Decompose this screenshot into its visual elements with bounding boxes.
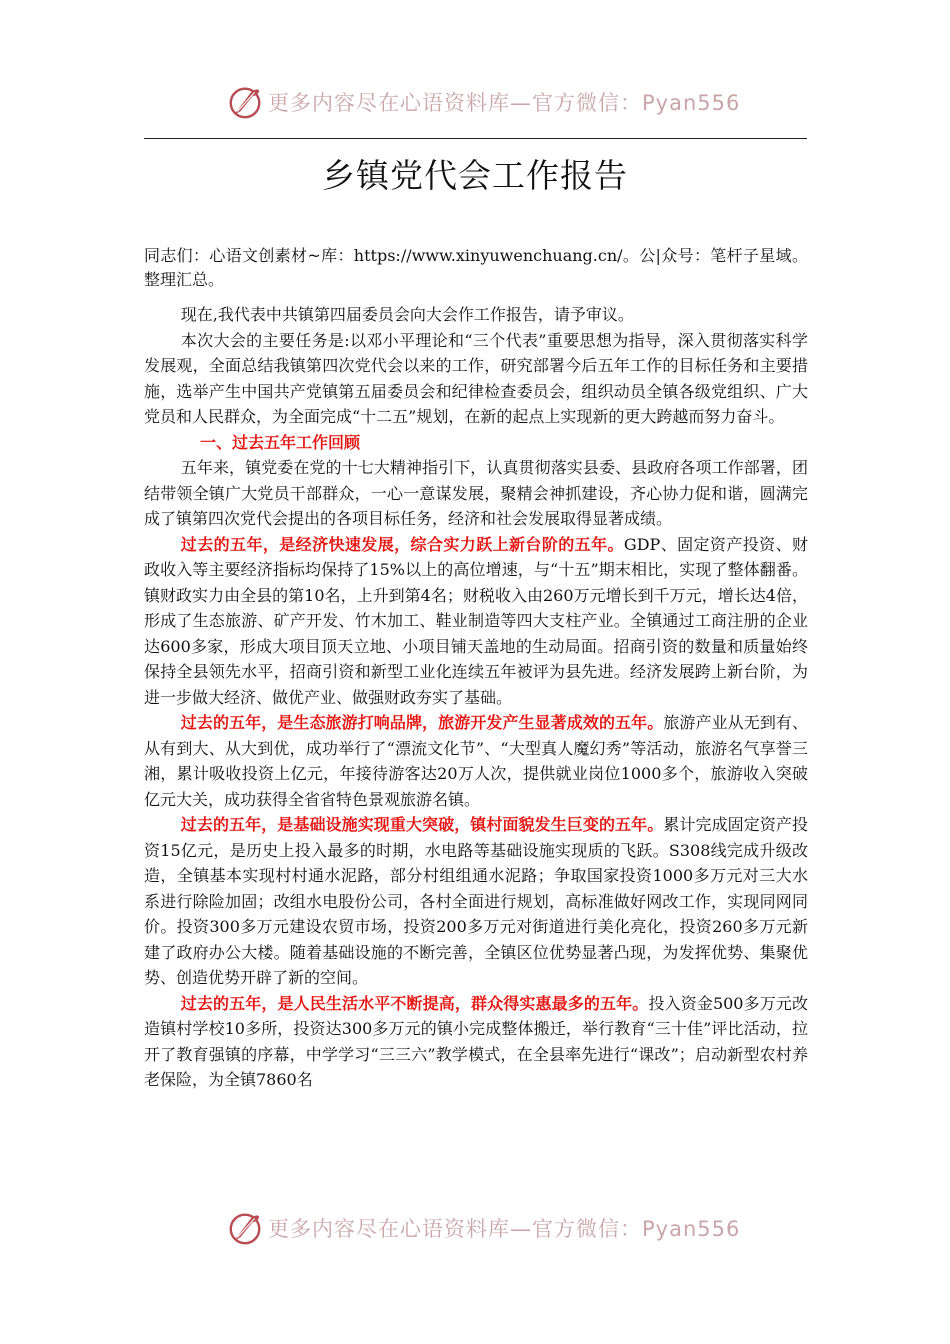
page-title: 乡镇党代会工作报告	[322, 156, 628, 195]
document-body	[144, 244, 808, 1093]
economy-text: GDP、固定资产投资、财政收入等主要经济指标均保持了15%以上的高位增速，与“十五”期末相比，实现了整体翻番。镇财政实力由全县的第10名，上升到第4名；财税收入由260万元增长到千万元，增长达4倍，形成了生态旅游、矿产开发、竹木加工、鞋业制造等四大支柱产业。全镇通过工商注册的企业达600多家，形成大项目顶天立地、小项目铺天盖地的生动局面。招商引资的数量和质量始终保持全县领先水平，招商引资和新型工业化连续五年被评为县先进。经济发展跨上新台阶，为进一步做大经济、做优产业、做强财政夯实了基础。	[144, 534, 808, 707]
tourism-paragraph	[144, 710, 808, 812]
banner-text: 更多内容尽在心语资料库—官方微信：Pyan556	[268, 1217, 741, 1241]
infrastructure-lead: 过去的五年，是基础设施实现重大突破，镇村面貌发生巨变的五年。	[180, 815, 664, 834]
section-intro-paragraph: 五年来，镇党委在党的十七大精神指引下，认真贯彻落实县委、县政府各项工作部署，团结带领全镇广大党员干部群众，一心一意谋发展，聚精会神抓建设，齐心协力促和谐，圆满完成了镇第四次党代会提出的各项目标任务，经济和社会发展取得显著成绩。	[144, 458, 808, 528]
banner-text: 更多内容尽在心语资料库—官方微信：Pyan556	[268, 91, 741, 115]
economy-paragraph	[144, 532, 808, 711]
livelihood-paragraph	[144, 991, 808, 1093]
greeting-paragraph: 同志们：心语文创素材~库：https://www.xinyuwenchuang.cn/。公|众号：笔杆子星域。整理汇总。	[144, 246, 808, 289]
tourism-text: 旅游产业从无到有、从有到大、从大到优，成功举行了“漂流文化节”、“大型真人魔幻秀”等活动，旅游名气享誉三湘，累计吸收投资上亿元，年接待游客达20万人次，提供就业岗位1000多个，旅游收入突破亿元大关，成功获得全省省特色景观旅游名镇。	[144, 713, 808, 809]
quill-pen-circle-icon	[226, 83, 264, 121]
quill-pen-circle-icon	[226, 1209, 264, 1247]
task-paragraph: 本次大会的主要任务是:以邓小平理论和“三个代表”重要思想为指导，深入贯彻落实科学发展观，全面总结我镇第四次党代会以来的工作，研究部署今后五年工作的目标任务和主要措施，选举产生中国共产党镇第五届委员会和纪律检查委员会，组织动员全镇各级党组织、广大党员和人民群众，为全面完成“十二五”规划，在新的起点上实现新的更大跨越而努力奋斗。	[144, 330, 808, 426]
section-heading: 一、过去五年工作回顾	[200, 432, 361, 452]
intro-paragraph: 现在,我代表中共镇第四届委员会向大会作工作报告，请予审议。	[180, 305, 634, 324]
tourism-lead: 过去的五年，是生态旅游打响品牌，旅游开发产生显著成效的五年。	[180, 713, 664, 732]
header-divider	[144, 138, 807, 139]
infrastructure-text: 累计完成固定资产投资15亿元，是历史上投入最多的时期，水电路等基础设施实现质的飞跃。S308线完成升级改造，全镇基本实现村村通水泥路，部分村组组通水泥路；争取国家投资1000多万元对三大水系进行除险加固；改组水电股份公司，各村全面进行规划，高标准做好网改工作，实现同网同价。投资300多万元建设农贸市场，投资200多万元对街道进行美化亮化，投资260多万元新建了政府办公大楼。随着基础设施的不断完善，全镇区位优势显著凸现，为发挥优势、集聚优势、创造优势开辟了新的空间。	[144, 815, 808, 987]
footer-banner	[226, 1208, 740, 1248]
infrastructure-paragraph	[144, 812, 808, 991]
livelihood-text: 投入资金500多万元改造镇村学校10多所，投资达300多万元的镇小完成整体搬迁，举行教育“三十佳”评比活动，拉开了教育强镇的序幕，中学学习“三三六”教学模式，在全县率先进行“课改”；启动新型农村养老保险，为全镇7860名	[144, 993, 808, 1089]
header-banner	[226, 82, 740, 122]
economy-lead: 过去的五年，是经济快速发展，综合实力跃上新台阶的五年。	[180, 534, 624, 554]
livelihood-lead: 过去的五年，是人民生活水平不断提高，群众得实惠最多的五年。	[180, 993, 649, 1013]
